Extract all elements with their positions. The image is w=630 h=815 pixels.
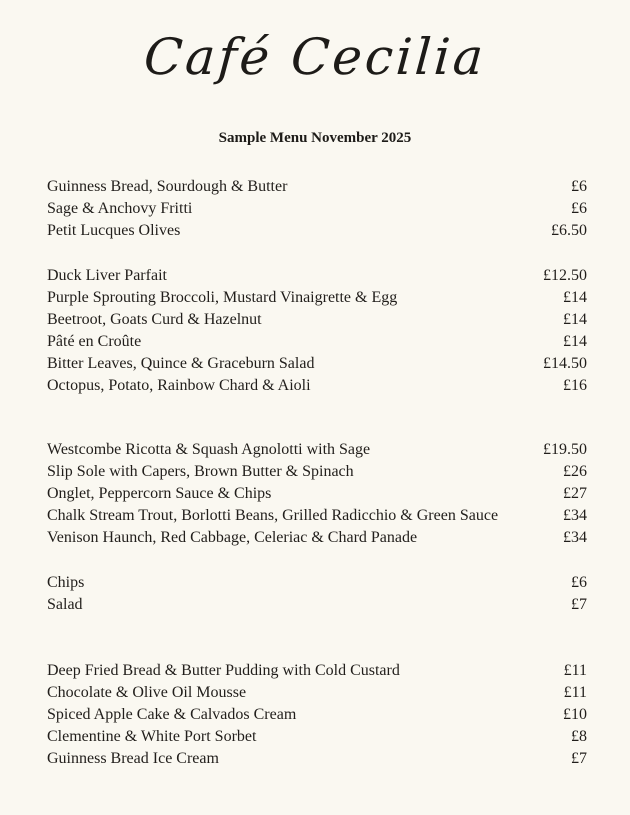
menu-item-name: Salad — [47, 596, 83, 613]
menu-item-row — [47, 704, 587, 726]
menu-item-row — [47, 682, 587, 704]
menu-item-name: Duck Liver Parfait — [47, 267, 167, 284]
menu-item-name: Spiced Apple Cake & Calvados Cream — [47, 706, 297, 723]
menu-item-name: Sage & Anchovy Fritti — [47, 200, 193, 217]
menu-section — [47, 265, 587, 397]
menu-sections — [0, 176, 630, 770]
restaurant-logo: Café Cecilia — [142, 28, 488, 86]
menu-item-name: Chocolate & Olive Oil Mousse — [47, 684, 247, 701]
menu-subtitle: Sample Menu November 2025 — [218, 130, 412, 146]
menu-item-row — [47, 505, 587, 527]
menu-item-row — [47, 265, 587, 287]
menu-item-row — [47, 176, 587, 198]
menu-item-price: £16 — [563, 377, 587, 394]
menu-item-price: £19.50 — [543, 441, 587, 458]
menu-item-name: Venison Haunch, Red Cabbage, Celeriac & Chard Panade — [47, 529, 418, 546]
menu-item-price: £26 — [563, 463, 587, 480]
menu-item-row — [47, 594, 587, 616]
menu-section — [47, 572, 587, 616]
menu-item-price: £8 — [571, 728, 587, 745]
menu-item-row — [47, 748, 587, 770]
menu-section — [47, 660, 587, 770]
menu-item-row — [47, 309, 587, 331]
menu-item-row — [47, 220, 587, 242]
menu-item-price: £14 — [563, 289, 587, 306]
menu-item-row — [47, 572, 587, 594]
menu-item-price: £11 — [563, 684, 587, 701]
menu-item-price: £14 — [563, 311, 587, 328]
menu-item-price: £6 — [571, 574, 587, 591]
menu-item-name: Beetroot, Goats Curd & Hazelnut — [47, 311, 262, 328]
menu-item-price: £14 — [563, 333, 587, 350]
menu-item-name: Deep Fried Bread & Butter Pudding with Cold Custard — [47, 662, 400, 679]
menu-section — [47, 439, 587, 549]
menu-item-name: Chips — [47, 574, 85, 591]
menu-item-price: £10 — [563, 706, 587, 723]
menu-item-name: Westcombe Ricotta & Squash Agnolotti with Sage — [47, 441, 371, 458]
menu-item-price: £34 — [563, 529, 587, 546]
menu-item-name: Onglet, Peppercorn Sauce & Chips — [47, 485, 272, 502]
menu-item-price: £7 — [571, 596, 587, 613]
menu-item-row — [47, 287, 587, 309]
menu-item-row — [47, 375, 587, 397]
menu-item-price: £27 — [563, 485, 587, 502]
menu-section — [47, 176, 587, 242]
menu-item-row — [47, 198, 587, 220]
menu-item-price: £6 — [571, 178, 587, 195]
menu-item-row — [47, 660, 587, 682]
menu-item-row — [47, 726, 587, 748]
menu-item-price: £6.50 — [551, 222, 587, 239]
menu-item-row — [47, 331, 587, 353]
menu-item-name: Chalk Stream Trout, Borlotti Beans, Grilled Radicchio & Green Sauce — [47, 507, 499, 524]
menu-item-name: Bitter Leaves, Quince & Graceburn Salad — [47, 355, 315, 372]
menu-item-price: £12.50 — [543, 267, 587, 284]
menu-item-price: £7 — [571, 750, 587, 767]
menu-item-name: Slip Sole with Capers, Brown Butter & Spinach — [47, 463, 354, 480]
menu-item-row — [47, 527, 587, 549]
menu-item-name: Guinness Bread Ice Cream — [47, 750, 219, 767]
menu-item-row — [47, 483, 587, 505]
menu-item-name: Octopus, Potato, Rainbow Chard & Aioli — [47, 377, 311, 394]
menu-item-row — [47, 461, 587, 483]
menu-item-price: £14.50 — [543, 355, 587, 372]
menu-item-price: £6 — [571, 200, 587, 217]
menu-item-name: Clementine & White Port Sorbet — [47, 728, 257, 745]
menu-item-name: Petit Lucques Olives — [47, 222, 181, 239]
menu-item-name: Purple Sprouting Broccoli, Mustard Vinaigrette & Egg — [47, 289, 398, 306]
menu-item-name: Guinness Bread, Sourdough & Butter — [47, 178, 288, 195]
menu-item-row — [47, 353, 587, 375]
menu-item-price: £11 — [563, 662, 587, 679]
menu-item-price: £34 — [563, 507, 587, 524]
menu-item-name: Pâté en Croûte — [47, 333, 142, 350]
menu-item-row — [47, 439, 587, 461]
